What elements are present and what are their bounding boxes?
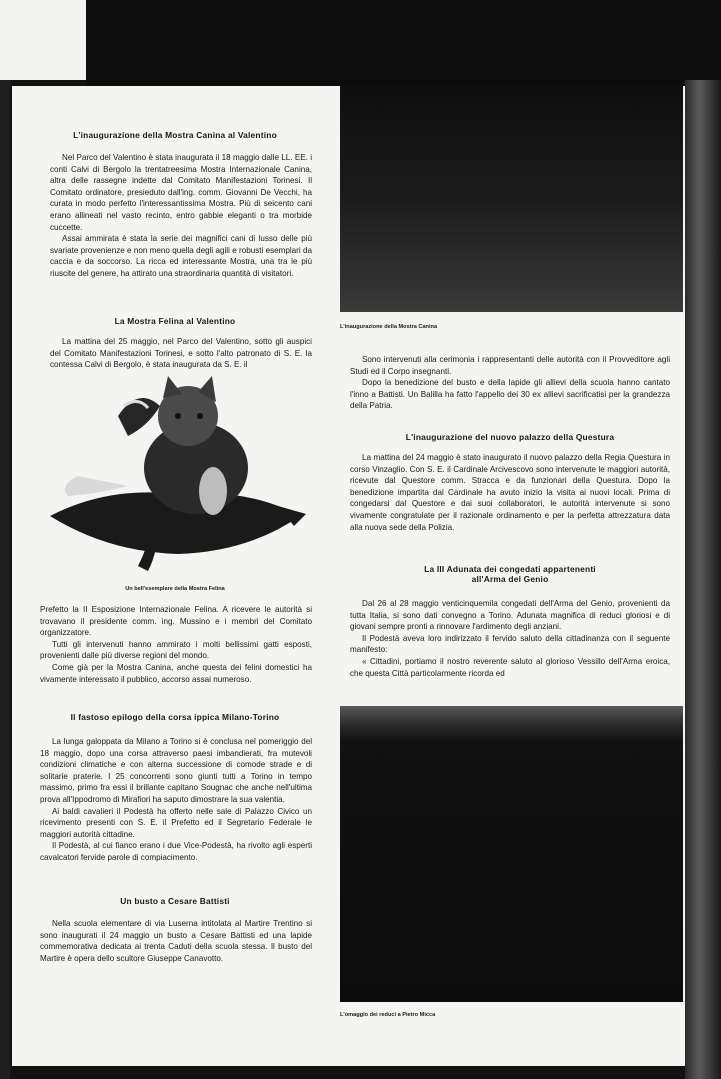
left-column (12, 86, 338, 1066)
scan-border-white (0, 0, 86, 80)
paragraph: Il Podestà aveva loro indirizzato il fervido saluto della cittadinanza con il seguente manifesto: (350, 633, 670, 655)
section-body-adunata-genio (350, 598, 670, 679)
bow (118, 398, 160, 436)
title-line: La III Adunata dei congedati appartenenti (424, 564, 596, 574)
paragraph: Il Podestà, al cui fianco erano i due Vice-Podestà, ha rivolto agli esperti cavalcatori fervide parole di compiacimento. (40, 841, 312, 862)
paragraph: Dal 26 al 28 maggio venticinquemila congedati dell'Arma del Genio, provenienti da tutta Italia, si sono dati convegno a Torino. Adunata magnifica di reduci gloriosi e di giovani sempre pronti a rinnovare l'ardimento degli anziani. (350, 599, 670, 632)
scan-border-dark (86, 0, 721, 90)
paragraph: Assai ammirata è stata la serie dei magnifici cani di lusso delle più svariate provenienze e non meno quella degli agili e robusti esemplari da caccia e da soccorso. La ricca ed interessante Mostra, una tra le più riuscite del genere, ha attirato una straordinaria quantità di visitatori. (50, 234, 312, 278)
cat-eye (197, 413, 203, 419)
photo-caption-pietro-micca: L'omaggio dei reduci a Pietro Micca (340, 1012, 436, 1018)
scan-right-edge (685, 80, 721, 1079)
section-title-busto-battisti: Un busto a Cesare Battisti (120, 896, 230, 906)
title-line: all'Arma del Genio (471, 574, 549, 584)
section-title-mostra-felina: La Mostra Felina al Valentino (114, 316, 236, 326)
section-title-questura: L'inaugurazione del nuovo palazzo della Questura (405, 432, 615, 442)
section-body-corsa-ippica (40, 736, 312, 864)
photo-caption-canina: L'inaugurazione della Mostra Canina (340, 324, 438, 330)
section-body-busto-battisti (40, 918, 312, 964)
paragraph: Dopo la benedizione del busto e della lapide gli allievi della scuola hanno cantato l'inno a Battisti. Un Balilla ha fatto l'appello dei 30 ex allievi sacrificatisi per la grandezza della Patria. (350, 378, 670, 411)
section-body-busto-cont (350, 354, 670, 412)
paragraph: « Cittadini, portiamo il nostro reverente saluto al glorioso Vessillo dell'Arma eroica, che questa Città particolarmente ricorda ed (350, 656, 670, 678)
paragraph: Come già per la Mostra Canina, anche questa dei felini domestici ha vivamente interessato il pubblico, accorso assai numeroso. (40, 662, 312, 684)
magazine-page (12, 86, 685, 1066)
paragraph: Prefetto la II Esposizione Internazionale Felina. A ricevere le autorità si trovavano il presidente comm. ing. Mussino e i membri del Comitato organizzatore. (40, 605, 312, 638)
cat-leg (199, 467, 227, 515)
paragraph: La mattina del 24 maggio è stato inaugurato il nuovo palazzo della Regia Questura in corso Vinzaglio. Con S. E. il Cardinale Arcivescovo sono intervenute le maggiori autorità, ricevute dal Questore comm. Stracca e da funzionari della Questura. Dopo la benedizione impartita dal Cardinale ha avuto inizio la visita ai nuovi locali. Prima di congedarsi dal Questore e dai suoi collaboratori, le autorità intervenute si sono vivamente congratulate per il razionale ordinamento e per la perfetta attrezzatura data alla nuova sede della Polizia. (350, 453, 670, 532)
photo-caption-cat: Un bell'esemplare della Mostra Felina (125, 586, 225, 592)
section-title-mostra-canina: L'inaugurazione della Mostra Canina al Valentino (73, 130, 277, 140)
section-body-questura (350, 452, 670, 533)
section-body-mostra-felina-cont (40, 604, 312, 685)
paragraph: Nella scuola elementare di via Luserna intitolata al Martire Trentino si sono inaugurati il 24 maggio un busto a Cesare Battisti ed una lapide commemorativa dedicata ai trenta Caduti della scuola stessa. Il busto del Martire è opera dello scultore Giuseppe Canavotto. (40, 919, 312, 963)
paragraph: Nel Parco del Valentino è stata inaugurata il 18 maggio dalle LL. EE. i conti Calvi di Bergolo la trentatreesima Mostra Internazionale Canina, altra delle rassegne indette dal Comitato Manifestazioni Torinesi. Il Comitato ordinatore, presieduto dall'ing. comm. Giovanni De Vecchi, ha curata in modo perfetto l'interessantissima Mostra. Più di seicento cani erano allineati nel vasto recinto, entro gabbie eleganti o tra morbide cuccette. (50, 153, 312, 232)
paragraph: La lunga galoppata da Milano a Torino si è conclusa nel pomeriggio del 18 maggio, dopo una corsa attraverso paesi imbandierati, fra mutevoli condizioni climatiche e con alterna successione di comode strade e di solitarie praterie. I 25 concorrenti sono giunti tutti a Torino in tempo massimo, primo fra essi il brillante capitano Sougnac che anche nell'ultima prova all'Ippodromo di Mirafiori ha saputo dimostrare la sua valentia. (40, 737, 312, 804)
paragraph: La mattina del 25 maggio, nel Parco del Valentino, sotto gli auspici del Comitato Manifestazioni Torinesi, e sotto l'alto patronato di S. E. la contessa Calvi di Bergolo, è stata inaugurata da S. E. il (50, 337, 312, 370)
right-column (338, 86, 685, 1066)
section-title-adunata-genio (348, 564, 672, 584)
photo-mostra-canina (340, 86, 683, 312)
cat-photo (48, 376, 308, 576)
paragraph: Sono intervenuti alla cerimonia i rappresentanti delle autorità con il Provveditore agli Studi ed il Corpo insegnanti. (350, 355, 670, 376)
scan-left-edge (0, 80, 10, 1079)
section-title-corsa-ippica: Il fastoso epilogo della corsa ippica Milano-Torino (70, 712, 280, 722)
section-body-mostra-felina (50, 336, 312, 371)
paragraph: Ai baldi cavalieri il Podestà ha offerto nelle sale di Palazzo Civico un ricevimento presenti con S. E. il Prefetto ed il Segretario Federale le maggiori autorità cittadine. (40, 806, 312, 839)
section-body-mostra-canina (50, 152, 312, 280)
cat-tail (65, 476, 128, 496)
cat-eye (175, 413, 181, 419)
photo-omaggio-pietro-micca (340, 706, 683, 1002)
paragraph: Tutti gli intervenuti hanno ammirato i molti bellissimi gatti esposti, provenienti dalle più diverse regioni del mondo. (40, 639, 312, 661)
